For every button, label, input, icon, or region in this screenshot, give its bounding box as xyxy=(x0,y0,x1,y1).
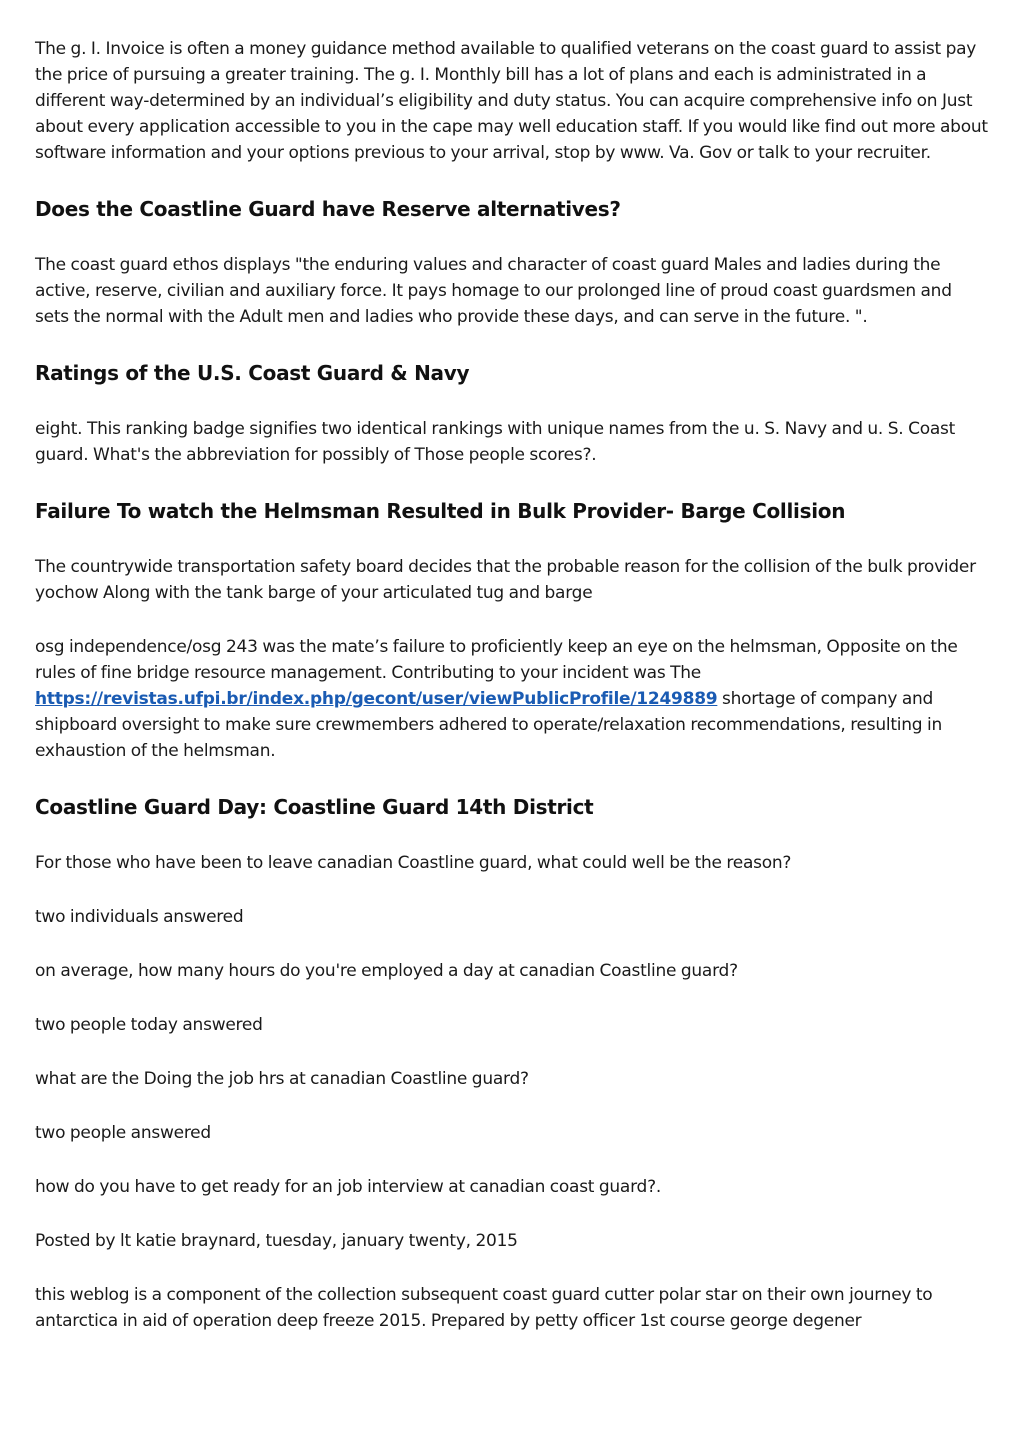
list-item: For those who have been to leave canadian Coastline guard, what could well be the reason? xyxy=(35,853,792,873)
closing-paragraph: this weblog is a component of the collection subsequent coast guard cutter polar star on their own journey to antarctica in aid of operation deep freeze 2015. Prepared by petty officer 1st course george degener xyxy=(35,1285,933,1331)
list-item: two people answered xyxy=(35,1123,211,1143)
paragraph-text-before-link: osg independence/osg 243 was the mate’s failure to proficiently keep an eye on the helmsman, Opposite on the rules of fine bridge resource management. Contributing to your incident was The xyxy=(35,637,958,683)
list-item: two people today answered xyxy=(35,1015,263,1035)
post-byline: Posted by lt katie braynard, tuesday, january twenty, 2015 xyxy=(35,1231,518,1251)
list-item: what are the Doing the job hrs at canadian Coastline guard? xyxy=(35,1069,529,1089)
section-paragraph-ratings: eight. This ranking badge signifies two identical rankings with unique names from the u. S. Navy and u. S. Coast guard. What's the abbreviation for possibly of Those people scores?. xyxy=(35,419,956,465)
paragraph-text-after-link: shortage of company and shipboard oversight to make sure crewmembers adhered to operate/relaxation recommendations, resulting in exhaustion of the helmsman. xyxy=(35,689,942,761)
list-item: how do you have to get ready for an job interview at canadian coast guard?. xyxy=(35,1177,662,1197)
section-heading-reserve: Does the Coastline Guard have Reserve alternatives? xyxy=(35,197,621,221)
section-paragraph-collision-2 xyxy=(35,634,988,764)
section-heading-ratings: Ratings of the U.S. Coast Guard & Navy xyxy=(35,361,470,385)
section-heading-district: Coastline Guard Day: Coastline Guard 14th District xyxy=(35,795,594,819)
section-heading-collision: Failure To watch the Helmsman Resulted in Bulk Provider- Barge Collision xyxy=(35,499,846,523)
intro-paragraph: The g. I. Invoice is often a money guidance method available to qualified veterans on the coast guard to assist pay the price of pursuing a greater training. The g. I. Monthly bill has a lot of plans and each is administrated in a different way-determined by an individual’s eligibility and duty status. You can acquire comprehensive info on Just about every application accessible to you in the cape may well education staff. If you would like find out more about software information and your options previous to your arrival, stop by www. Va. Gov or talk to your recruiter. xyxy=(35,39,988,163)
list-item: two individuals answered xyxy=(35,907,244,927)
section-paragraph-reserve: The coast guard ethos displays "the enduring values and character of coast guard Males and ladies during the active, reserve, civilian and auxiliary force. It pays homage to our prolonged line of proud coast guardsmen and sets the normal with the Adult men and ladies who provide these days, and can serve in the future. ". xyxy=(35,255,952,327)
profile-link[interactable]: https://revistas.ufpi.br/index.php/gecont/user/viewPublicProfile/1249889 xyxy=(35,689,718,709)
section-paragraph-collision-1: The countrywide transportation safety board decides that the probable reason for the collision of the bulk provider yochow Along with the tank barge of your articulated tug and barge xyxy=(35,557,976,603)
list-item: on average, how many hours do you're employed a day at canadian Coastline guard? xyxy=(35,961,738,981)
